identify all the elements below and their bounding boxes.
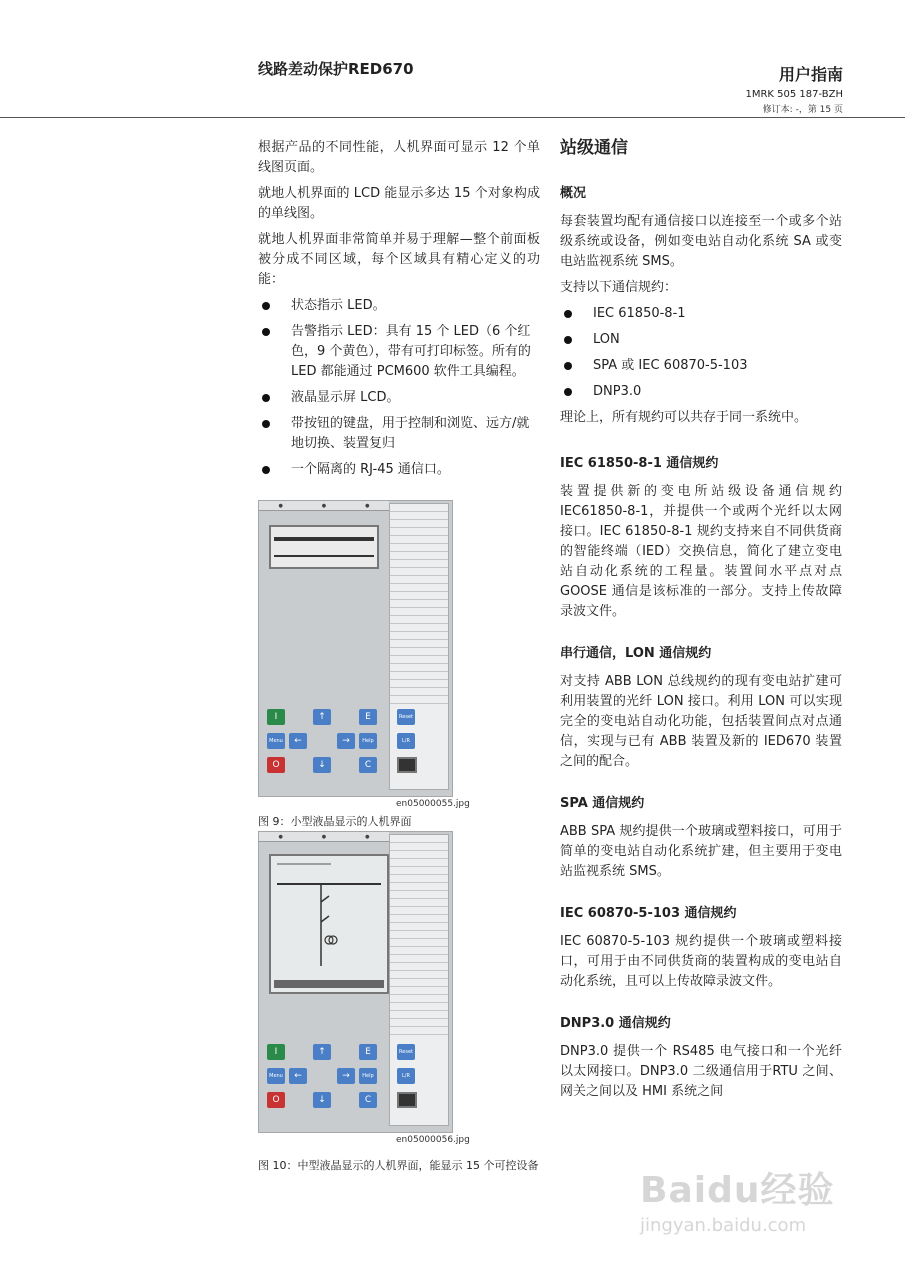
paragraph: ABB SPA 规约提供一个玻璃或塑料接口，可用于简单的变电站自动化系统扩建，但主要用于变电站监视系统 SMS。 (560, 824, 842, 879)
baidu-watermark (640, 1162, 840, 1242)
list-item: 一个隔离的 RJ-45 通信口。 (258, 460, 540, 480)
single-line-diagram-display (269, 854, 389, 994)
subsection-heading: 概况 (560, 186, 587, 201)
bullet-icon (564, 336, 572, 344)
subsection-heading: 串行通信，LON 通信规约 (560, 646, 712, 661)
baidu-logo: Baidu经验 (640, 1170, 835, 1211)
bullet-icon (262, 394, 270, 402)
medium-lcd-hmi-image (258, 831, 453, 1133)
reset-key: Reset (397, 1044, 415, 1060)
bullet-icon (262, 466, 270, 474)
bullet-icon (564, 388, 572, 396)
watermark-url: jingyan.baidu.com (640, 1215, 807, 1236)
down-arrow-icon: ↓ (313, 757, 331, 773)
help-key: Help (359, 1068, 377, 1084)
list-item: 告警指示 LED：具有 15 个 LED（6 个红色，9 个黄色），带有可打印标签。所有的 LED 都能通过 PCM600 软件工具编程。 (258, 322, 540, 382)
rj45-port-icon (397, 1092, 417, 1108)
list-item: LON (560, 330, 842, 350)
subsection-heading: DNP3.0 通信规约 (560, 1016, 671, 1031)
enter-key: E (359, 1044, 377, 1060)
up-arrow-icon: ↑ (313, 709, 331, 725)
small-lcd-hmi-image (258, 500, 453, 797)
up-arrow-icon: ↑ (313, 1044, 331, 1060)
figure-filename: en05000055.jpg (396, 799, 470, 809)
list-item: 带按钮的键盘，用于控制和浏览、远方/就地切换、装置复归 (258, 414, 540, 454)
figure-filename: en05000056.jpg (396, 1135, 470, 1145)
help-key: Help (359, 733, 377, 749)
figure-caption: 图 9：小型液晶显示的人机界面 (258, 815, 412, 828)
paragraph: 每套装置均配有通信接口以连接至一个或多个站级系统或设备，例如变电站自动化系统 SA 或变电站监视系统 SMS。 (560, 214, 842, 269)
paragraph: DNP3.0 提供一个 RS485 电气接口和一个光纤以太网接口。DNP3.0 二级通信用于RTU 之间、网关之间以及 HMI 系统之间 (560, 1044, 842, 1099)
bullet-icon (564, 362, 572, 370)
bullet-icon (262, 328, 270, 336)
local-remote-key: L/R (397, 733, 415, 749)
open-key: O (267, 1092, 285, 1108)
document-title: 线路差动保护RED670 (258, 60, 414, 78)
bullet-icon (262, 302, 270, 310)
paragraph: 理论上，所有规约可以共存于同一系统中。 (560, 410, 808, 425)
paragraph: 就地人机界面的 LCD 能显示多达 15 个对象构成的单线图。 (258, 186, 540, 221)
left-arrow-icon: ← (289, 1068, 307, 1084)
down-arrow-icon: ↓ (313, 1092, 331, 1108)
status-led-strip: ● ● ● (259, 501, 389, 511)
paragraph: 支持以下通信规约： (560, 280, 678, 295)
bullet-icon (262, 420, 270, 428)
right-arrow-icon: → (337, 733, 355, 749)
subsection-heading: SPA 通信规约 (560, 796, 645, 811)
header-meta (745, 62, 843, 115)
clear-key: C (359, 1092, 377, 1108)
reset-key: Reset (397, 709, 415, 725)
single-line-diagram-icon (271, 856, 387, 992)
page-revision: 修订本: -，第 15 页 (762, 105, 843, 115)
bullet-icon (564, 310, 572, 318)
doc-number: 1MRK 505 187-BZH (745, 89, 843, 100)
header-divider (0, 117, 905, 118)
figure-caption: 图 10：中型液晶显示的人机界面，能显示 15 个可控设备 (258, 1159, 539, 1172)
list-item: 状态指示 LED。 (258, 296, 540, 316)
menu-key: Menu (267, 733, 285, 749)
paragraph: 就地人机界面非常简单并易于理解—整个前面板被分成不同区域，每个区域具有精心定义的功能： (258, 232, 540, 287)
left-column (258, 138, 540, 486)
clear-key: C (359, 757, 377, 773)
list-item: DNP3.0 (560, 382, 842, 402)
section-title: 站级通信 (560, 138, 628, 158)
list-item: 液晶显示屏 LCD。 (258, 388, 540, 408)
lcd-display (269, 525, 379, 569)
right-arrow-icon: → (337, 1068, 355, 1084)
protocol-list (560, 304, 842, 402)
paragraph: 装置提供新的变电所站级设备通信规约IEC61850-8-1，并提供一个或两个光纤以太网接口。IEC 61850-8-1 规约支持来自不同供货商的智能终端（IED）交换信息，简化了建立变电站自动化系统的工程量。装置间水平点对点 GOOSE 通信是该标准的一部分。支持上传故障录波文件。 (560, 484, 842, 619)
right-column (560, 138, 842, 1108)
subsection-heading: IEC 60870-5-103 通信规约 (560, 906, 737, 921)
subsection-heading: IEC 61850-8-1 通信规约 (560, 456, 719, 471)
feature-list (258, 296, 540, 480)
left-arrow-icon: ← (289, 733, 307, 749)
paragraph: 对支持 ABB LON 总线规约的现有变电站扩建可利用装置的光纤 LON 接口。利用 LON 可以实现完全的变电站自动化功能，包括装置间点对点通信，实现与已有 ABB 装置及新的 IED670 装置之间的配合。 (560, 674, 842, 769)
paragraph: 根据产品的不同性能，人机界面可显示 12 个单线图页面。 (258, 140, 540, 175)
local-remote-key: L/R (397, 1068, 415, 1084)
list-item: IEC 61850-8-1 (560, 304, 842, 324)
status-led-strip: ● ● ● (259, 832, 389, 842)
close-key: I (267, 709, 285, 725)
paragraph: IEC 60870-5-103 规约提供一个玻璃或塑料接口，可用于由不同供货商的装置构成的变电站自动化系统，且可以上传故障录波文件。 (560, 934, 842, 989)
menu-key: Menu (267, 1068, 285, 1084)
enter-key: E (359, 709, 377, 725)
close-key: I (267, 1044, 285, 1060)
doc-type: 用户指南 (778, 65, 843, 84)
open-key: O (267, 757, 285, 773)
rj45-port-icon (397, 757, 417, 773)
list-item: SPA 或 IEC 60870-5-103 (560, 356, 842, 376)
